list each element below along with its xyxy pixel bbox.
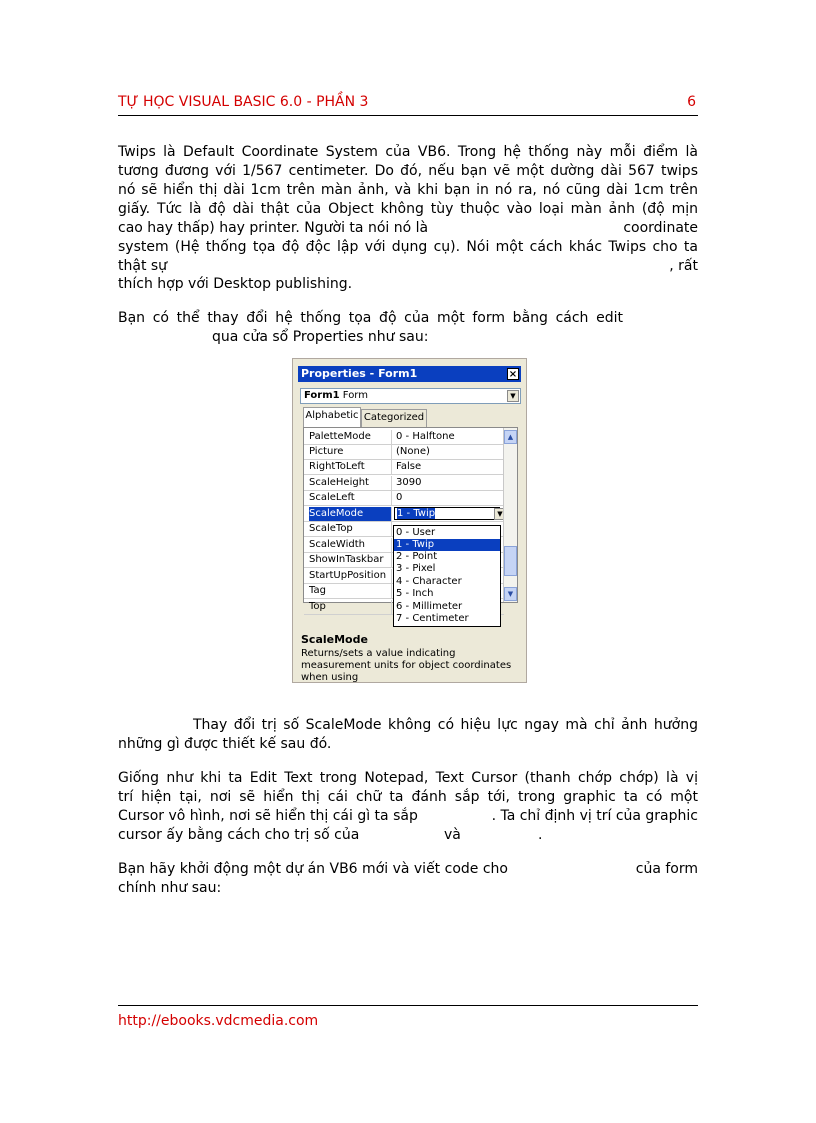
tab-categorized[interactable]: Categorized <box>361 409 427 427</box>
paragraph-4-line-2: trí hiện tại, nơi sẽ hiển thị cái chữ ta đánh sắp tới, trong graphic ta có một <box>118 789 698 805</box>
property-name: PaletteMode <box>309 430 392 444</box>
property-value: 0 <box>396 492 403 503</box>
property-row[interactable] <box>304 491 504 506</box>
property-name: RightToLeft <box>309 460 392 474</box>
paragraph-1-line-2: tương đương với 1/567 centimeter. Do đó, nếu bạn vẽ một dường dài 567 twips <box>118 163 698 179</box>
page-header-title: TỰ HỌC VISUAL BASIC 6.0 - PHẦN 3 <box>118 94 369 110</box>
footer-rule <box>118 1005 698 1006</box>
paragraph-1-line-8: thích hợp với Desktop publishing. <box>118 276 353 292</box>
property-row[interactable] <box>304 445 504 460</box>
paragraph-3-line-1: Thay đổi trị số ScaleMode không có hiệu lực ngay mà chỉ ảnh hưởng <box>193 717 698 733</box>
paragraph-1-line-7 <box>118 258 698 275</box>
property-value: False <box>396 461 422 472</box>
paragraph-2-line-1: Bạn có thể thay đổi hệ thống tọa độ của một form bằng cách edit <box>118 310 623 326</box>
property-name: ScaleHeight <box>309 476 392 490</box>
property-row[interactable] <box>304 430 504 445</box>
property-name: Top <box>309 600 392 614</box>
close-icon[interactable]: × <box>508 369 518 380</box>
property-value: 3090 <box>396 477 422 488</box>
property-name: Picture <box>309 445 392 459</box>
paragraph-4-line-4 <box>118 827 698 844</box>
description-text: Returns/sets a value indicating measurement units for object coordinates when using <box>301 648 512 683</box>
dropdown-option-selected[interactable]: 1 - Twip <box>394 539 500 551</box>
paragraph-1-line-5 <box>118 220 698 237</box>
property-value-combo[interactable] <box>394 507 500 520</box>
paragraph-1-line-5-end: coordinate <box>623 220 698 236</box>
property-name: Tag <box>309 584 392 598</box>
paragraph-4-line-1: Giống như khi ta Edit Text trong Notepad, Text Cursor (thanh chớp chớp) là vị <box>118 770 698 786</box>
paragraph-5-line-1 <box>118 861 698 878</box>
paragraph-3-line-2: những gì được thiết kế sau đó. <box>118 736 332 752</box>
paragraph-4-line-4-text: cursor ấy bằng cách cho trị số của <box>118 827 360 843</box>
object-type: Form <box>342 390 368 401</box>
property-name: ShowInTaskbar <box>309 553 392 567</box>
property-value: 0 - Halftone <box>396 431 455 442</box>
property-row[interactable] <box>304 460 504 475</box>
property-value: 1 - Twip <box>397 508 436 519</box>
object-name: Form1 <box>304 390 340 401</box>
paragraph-4-line-3-text: Cursor vô hình, nơi sẽ hiển thị cái gì ta sắp <box>118 808 418 824</box>
dropdown-option[interactable]: 3 - Pixel <box>396 563 436 574</box>
paragraph-1-line-3: nó sẽ hiển thị dài 1cm trên màn ảnh, và khi bạn in nó ra, nó cũng dài 1cm trên <box>118 182 698 198</box>
scalemode-dropdown-list[interactable] <box>393 525 501 627</box>
properties-window <box>292 358 527 683</box>
scroll-up-icon[interactable]: ▲ <box>504 430 517 444</box>
chevron-down-icon[interactable]: ▼ <box>494 508 506 520</box>
dropdown-option[interactable]: 4 - Character <box>396 576 462 587</box>
scroll-thumb[interactable] <box>504 546 517 576</box>
paragraph-1-line-7-end: , rất <box>669 258 698 274</box>
footer-link[interactable]: http://ebooks.vdcmedia.com <box>118 1013 319 1029</box>
property-name: ScaleMode <box>309 507 392 521</box>
paragraph-4-line-3-end: . Ta chỉ định vị trí của graphic <box>491 808 698 824</box>
property-value: (None) <box>396 446 430 457</box>
paragraph-2-line-2: qua cửa sổ Properties như sau: <box>212 329 429 345</box>
tab-alphabetic[interactable]: Alphabetic <box>303 407 361 427</box>
chevron-down-icon[interactable]: ▼ <box>507 390 519 402</box>
property-name: StartUpPosition <box>309 569 392 583</box>
properties-title: Properties - Form1 <box>301 367 418 380</box>
dropdown-option[interactable]: 6 - Millimeter <box>396 601 463 612</box>
dropdown-option[interactable]: 7 - Centimeter <box>396 613 469 624</box>
description-title: ScaleMode <box>301 633 368 646</box>
property-name: ScaleTop <box>309 522 392 536</box>
properties-title-bar <box>298 366 521 382</box>
paragraph-1-line-1: Twips là Default Coordinate System của VB6. Trong hệ thống này mỗi điểm là <box>118 144 698 160</box>
paragraph-5-line-1-text: Bạn hãy khởi động một dự án VB6 mới và viết code cho <box>118 861 508 877</box>
paragraph-1-line-4: giấy. Tức là độ dài thật của Object không tùy thuộc vào loại màn ảnh (độ mịn <box>118 201 698 217</box>
page-number: 6 <box>687 94 696 110</box>
paragraph-4-line-3 <box>118 808 698 825</box>
paragraph-5-line-1-end: của form <box>635 861 698 877</box>
paragraph-4-line-4-end: . <box>538 827 543 843</box>
property-name: ScaleLeft <box>309 491 392 505</box>
paragraph-4-line-4-and: và <box>444 827 461 843</box>
header-rule <box>118 115 698 116</box>
scroll-down-icon[interactable]: ▼ <box>504 587 517 601</box>
dropdown-option[interactable]: 0 - User <box>396 527 436 538</box>
property-name: ScaleWidth <box>309 538 392 552</box>
paragraph-1-line-7-text: thật sự <box>118 258 168 274</box>
object-combo[interactable] <box>300 388 521 404</box>
paragraph-1-line-6: system (Hệ thống tọa độ độc lập với dụng cụ). Nói một cách khác Twips cho ta <box>118 239 698 255</box>
property-row-selected[interactable] <box>304 507 504 522</box>
dropdown-option[interactable]: 2 - Point <box>396 551 438 562</box>
vertical-scrollbar[interactable] <box>503 428 517 602</box>
dropdown-option[interactable]: 5 - Inch <box>396 588 434 599</box>
paragraph-5-line-2: chính như sau: <box>118 880 222 896</box>
paragraph-1-line-5-text: cao hay thấp) hay printer. Người ta nói nó là <box>118 220 429 236</box>
property-row[interactable] <box>304 476 504 491</box>
